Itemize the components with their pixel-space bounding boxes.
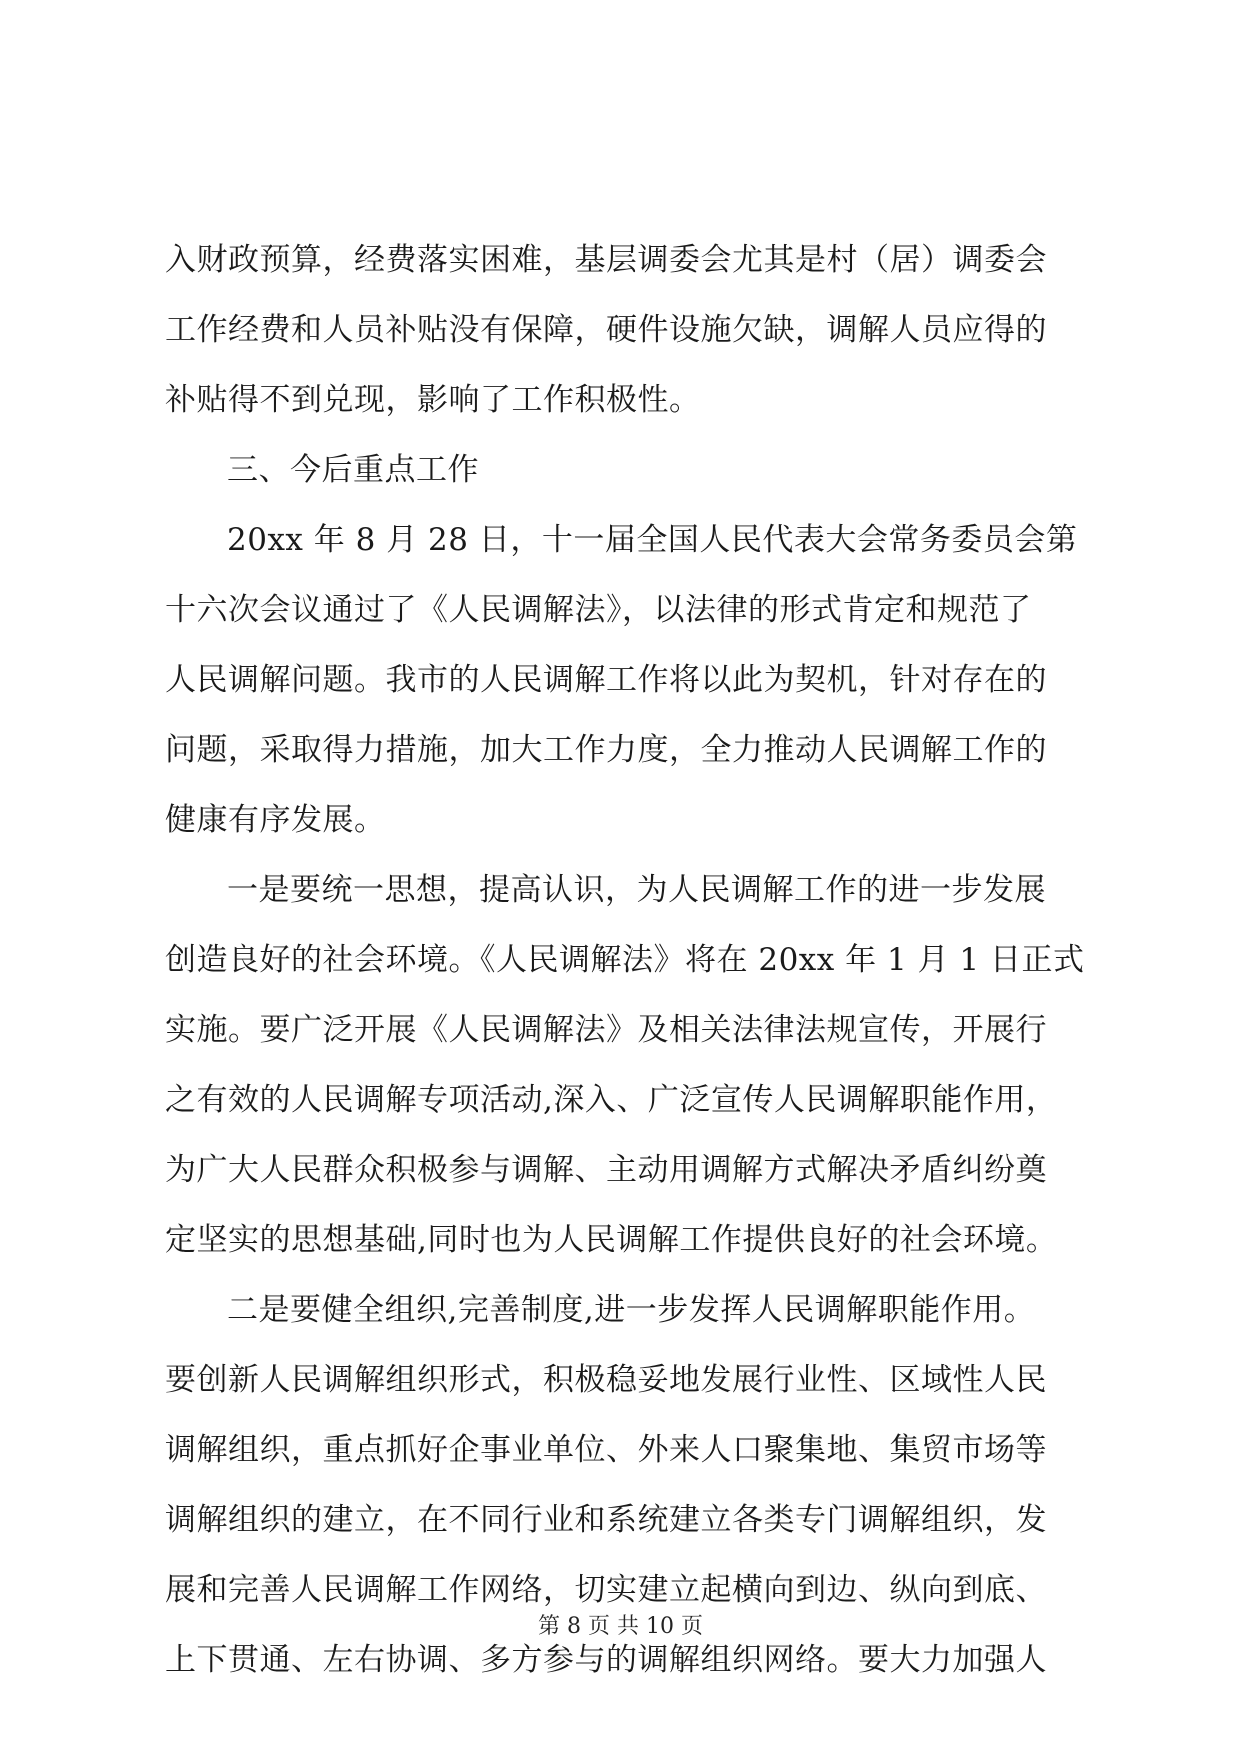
page-number-label: 第 8 页 共 10 页 [538, 1614, 703, 1639]
text-line: 之有效的人民调解专项活动,深入、广泛宣传人民调解职能作用， [165, 1082, 1058, 1118]
text-line: 入财政预算，经费落实困难，基层调委会尤其是村（居）调委会 [165, 242, 1047, 278]
text-line: 问题，采取得力措施，加大工作力度，全力推动人民调解工作的 [165, 732, 1047, 768]
text-line: 创造良好的社会环境。《人民调解法》将在 20xx 年 1 月 1 日正式 [165, 942, 1085, 978]
text-line: 二是要健全组织,完善制度,进一步发挥人民调解职能作用。 [227, 1292, 1036, 1328]
text-line: 补贴得不到兑现，影响了工作积极性。 [165, 382, 701, 418]
text-line: 上下贯通、左右协调、多方参与的调解组织网络。要大力加强人 [165, 1642, 1047, 1678]
text-line: 为广大人民群众积极参与调解、主动用调解方式解决矛盾纠纷奠 [165, 1152, 1047, 1188]
text-line: 要创新人民调解组织形式，积极稳妥地发展行业性、区域性人民 [165, 1362, 1047, 1398]
text-line: 20xx 年 8 月 28 日，十一届全国人民代表大会常务委员会第 [227, 522, 1078, 558]
text-line: 工作经费和人员补贴没有保障，硬件设施欠缺，调解人员应得的 [165, 312, 1047, 348]
text-line: 定坚实的思想基础,同时也为人民调解工作提供良好的社会环境。 [165, 1222, 1058, 1258]
text-line: 调解组织，重点抓好企事业单位、外来人口聚集地、集贸市场等 [165, 1432, 1047, 1468]
text-line: 调解组织的建立，在不同行业和系统建立各类专门调解组织，发 [165, 1502, 1047, 1538]
text-line: 三、今后重点工作 [227, 452, 479, 488]
document-body [165, 225, 1085, 1695]
text-line: 展和完善人民调解工作网络，切实建立起横向到边、纵向到底、 [165, 1572, 1047, 1608]
text-line: 健康有序发展。 [165, 802, 386, 838]
text-line: 实施。要广泛开展《人民调解法》及相关法律法规宣传，开展行 [165, 1012, 1047, 1048]
text-line: 人民调解问题。我市的人民调解工作将以此为契机，针对存在的 [165, 662, 1047, 698]
page-footer [0, 1612, 1241, 1642]
text-line: 十六次会议通过了《人民调解法》，以法律的形式肯定和规范了 [165, 592, 1032, 628]
text-line: 一是要统一思想，提高认识，为人民调解工作的进一步发展 [227, 872, 1046, 908]
